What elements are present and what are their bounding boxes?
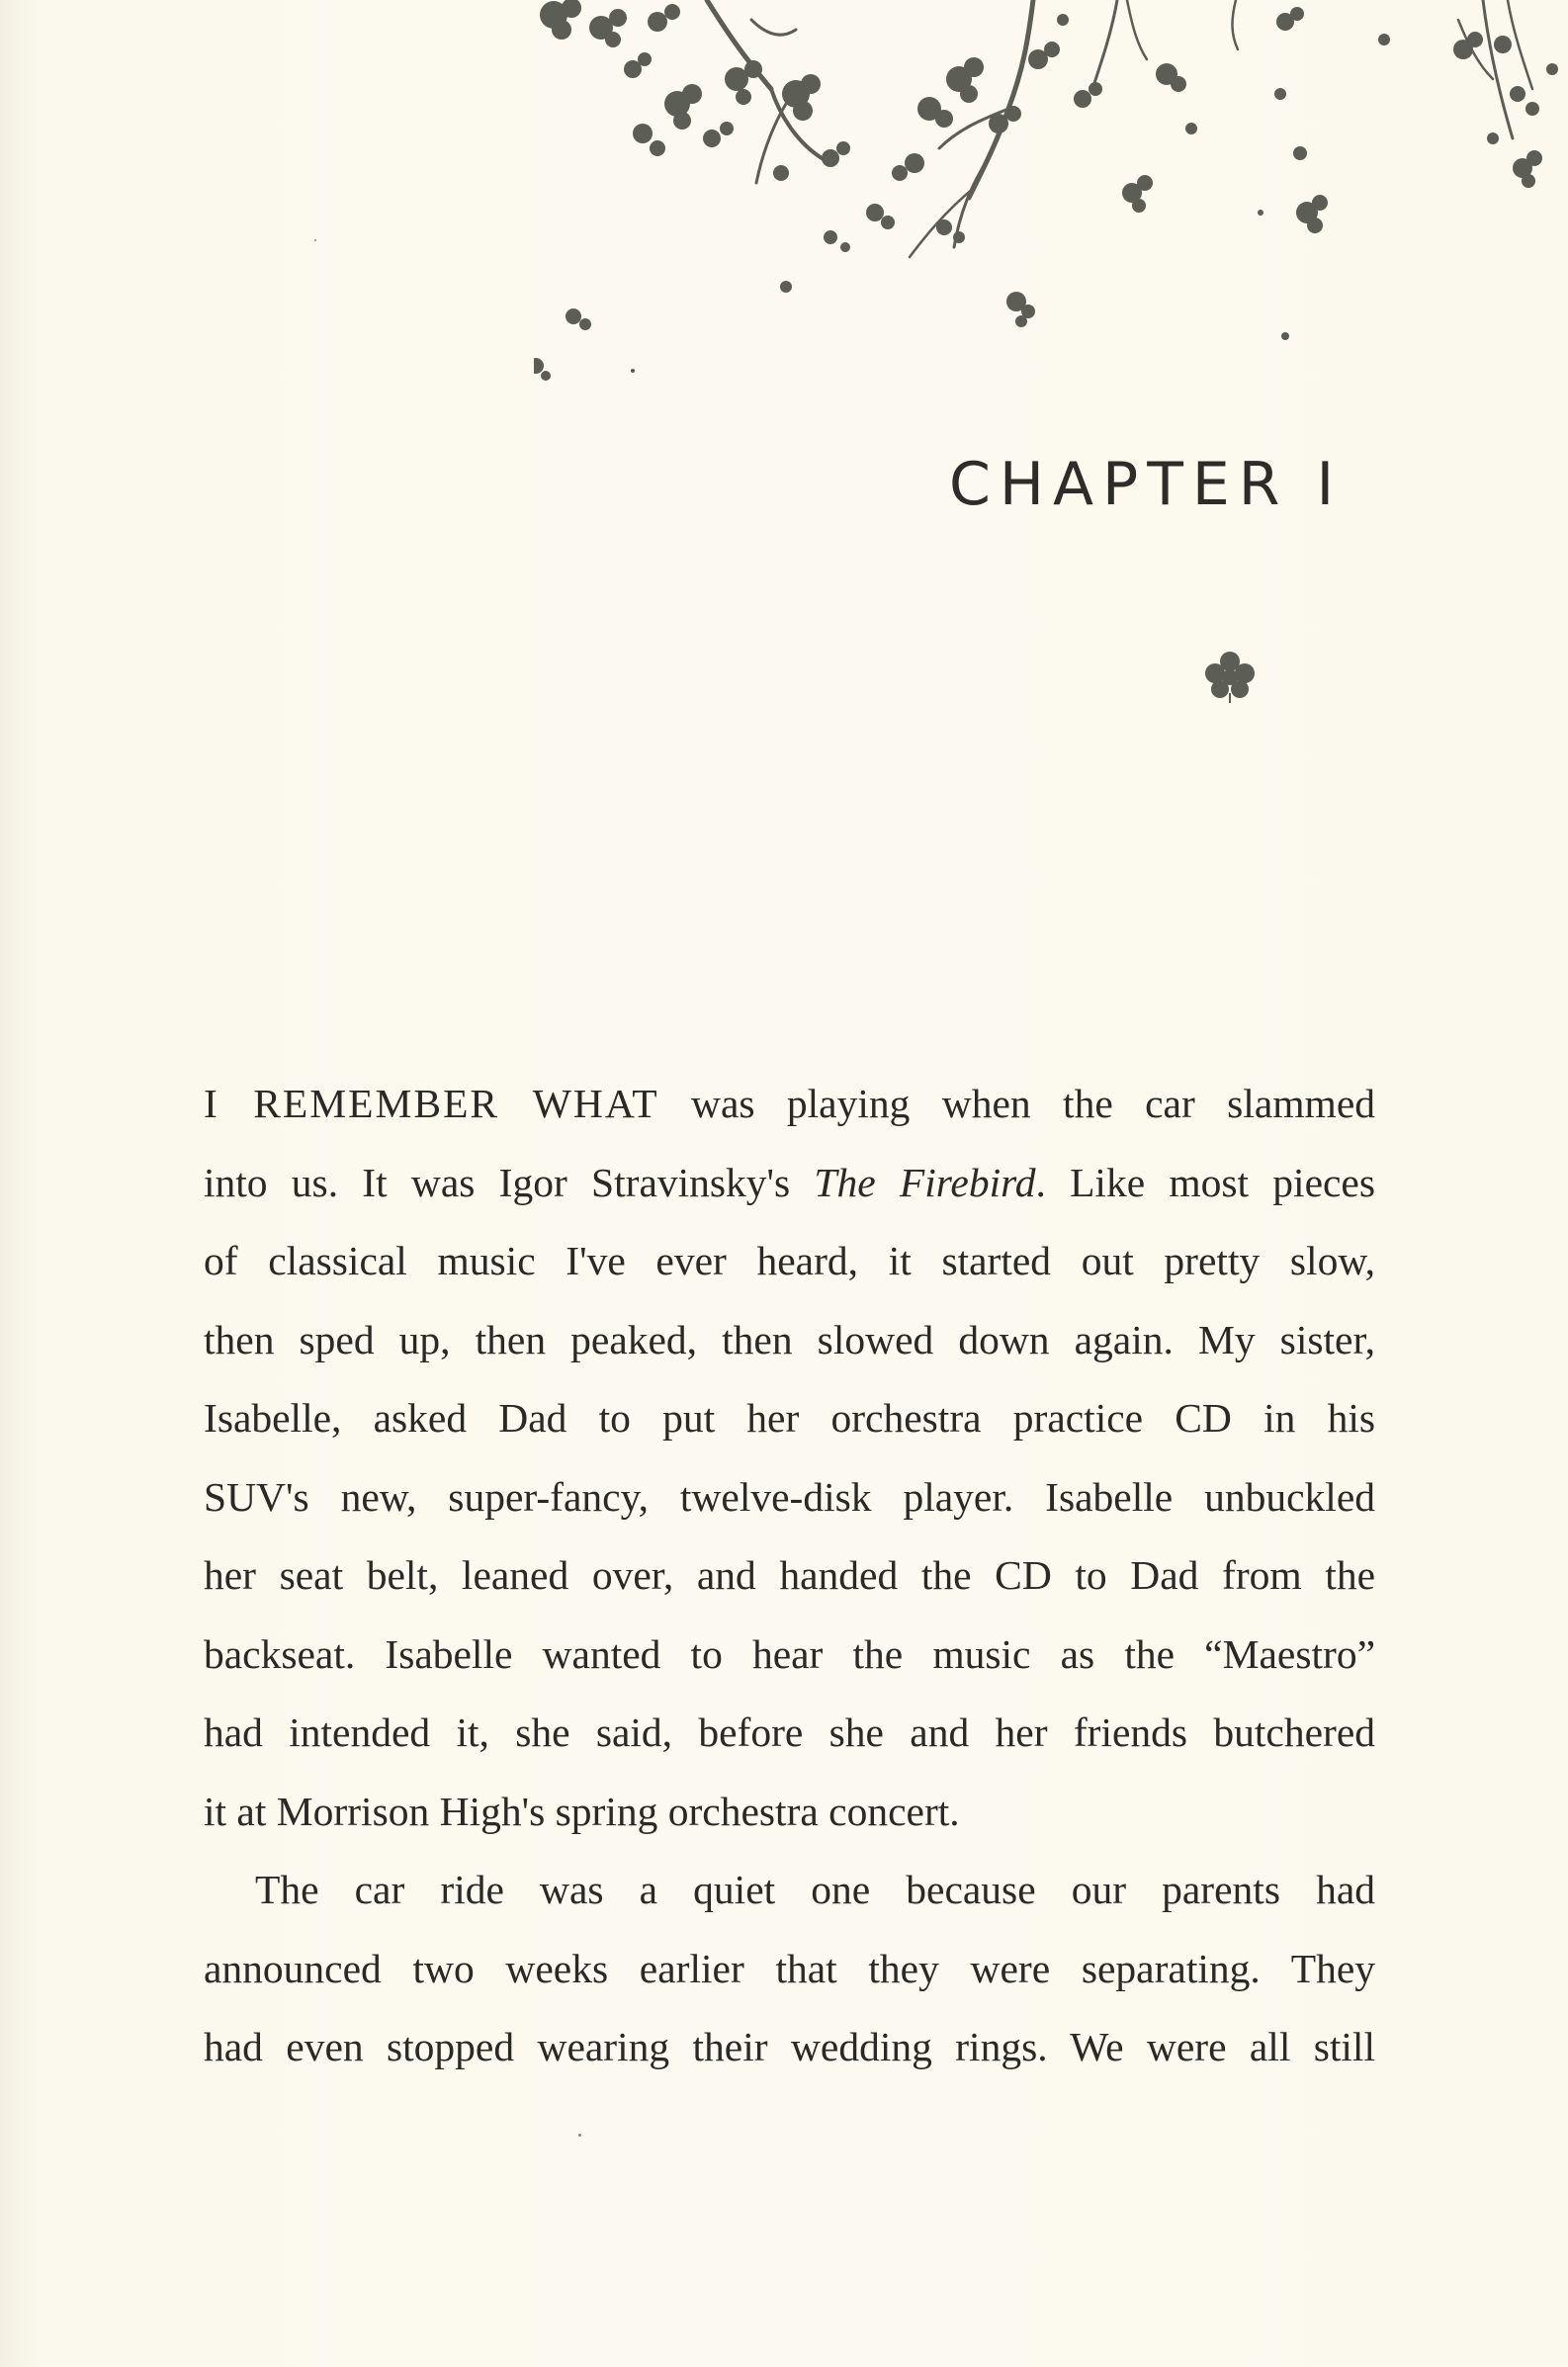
text-line: announced two weeks earlier that they were separating. They [204,1945,1375,1991]
book-title-italic: The Firebird [814,1159,1036,1205]
text-line-content: . Like most pieces [1035,1159,1375,1205]
text-line: it at Morrison High's spring orchestra concert. [204,1788,960,1834]
text-line: had even stopped wearing their wedding rings. We were all still [204,2024,1375,2069]
text-line: her seat belt, leaned over, and handed the CD to Dad from the [204,1552,1375,1598]
paragraph-2 [204,1851,1375,2087]
text-line [204,1065,1375,1144]
text-line: SUV's new, super-fancy, twelve-disk player. Isabelle unbuckled [204,1473,1375,1520]
text-line: backseat. Isabelle wanted to hear the music as the “Maestro” [204,1630,1375,1677]
chapter-text [204,1065,1375,2087]
lead-in-caps: I REMEMBER WHAT [204,1081,659,1126]
text-line [204,1144,1375,1223]
paragraph-1 [204,1065,1375,1851]
text-line: then sped up, then peaked, then slowed down again. My sister, [204,1316,1375,1362]
chapter-heading: CHAPTER I [949,450,1344,519]
blossom-flower-icon [1200,648,1260,707]
text-line-content: into us. It was Igor Stravinsky's [204,1159,815,1205]
text-line-content: was playing when the car slammed [658,1081,1375,1126]
text-line: The car ride was a quiet one because our parents had [255,1867,1375,1912]
paper-speck [578,2134,581,2137]
text-line: had intended it, she said, before she and her friends butchered [204,1710,1375,1755]
text-line: of classical music I've ever heard, it started out pretty slow, [204,1238,1375,1283]
paper-speck [314,239,316,241]
text-line: Isabelle, asked Dad to put her orchestra practice CD in his [204,1395,1375,1441]
cherry-blossom-branch-icon [534,0,1568,395]
